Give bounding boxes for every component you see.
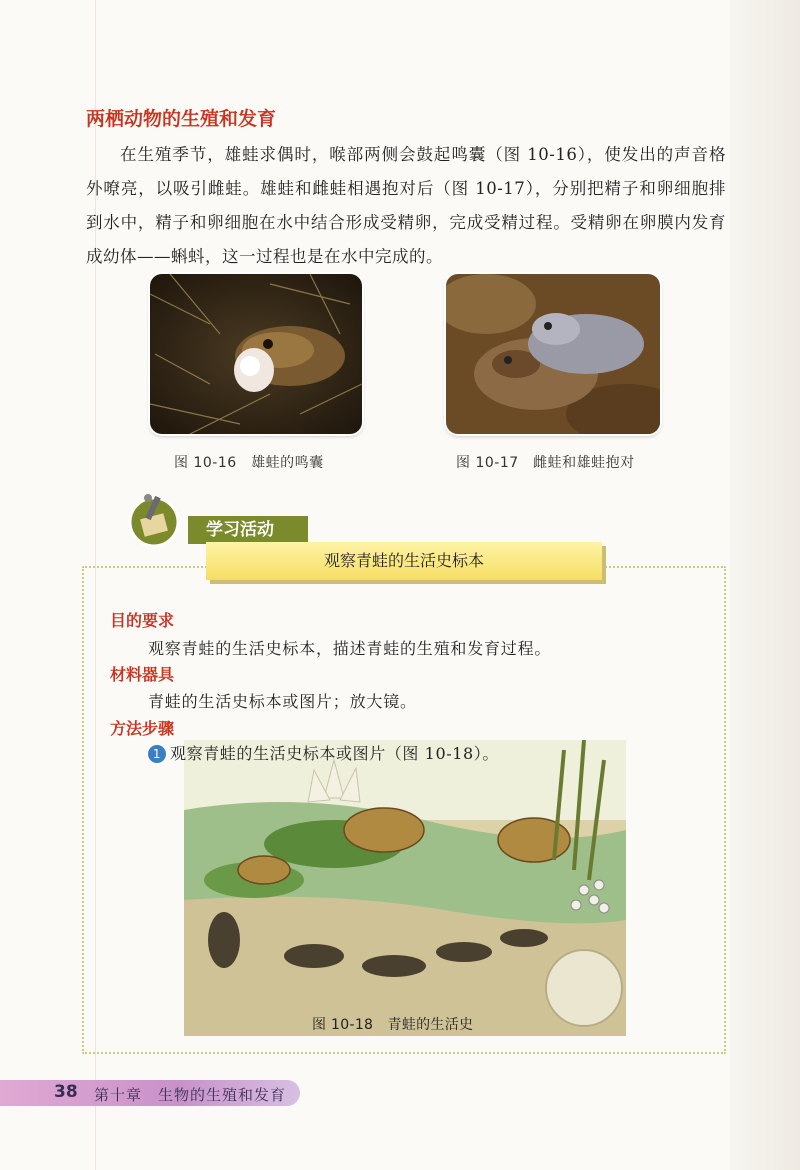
activity-title: 观察青蛙的生活史标本 [206,542,602,580]
microscope-icon [126,492,182,548]
step-text: 观察青蛙的生活史标本或图片（图 10-18）。 [170,744,500,763]
body-paragraph: 在生殖季节，雄蛙求偶时，喉部两侧会鼓起鸣囊（图 10-16），使发出的声音格外嘹亮，以吸引雌蛙。雄蛙和雌蛙相遇抱对后（图 10-17），分别把精子和卵细胞排到水中，精子和卵细胞在水中结合形成受精卵，完成受精过程。受精卵在卵膜内发育成幼体——蝌蚪，这一过程也是在水中完成的。 [86,145,726,266]
materials-text: 青蛙的生活史标本或图片；放大镜。 [148,692,417,711]
step-number-badge: 1 [148,745,166,763]
section-title: 两栖动物的生殖和发育 [86,108,277,130]
heading-materials: 材料器具 [110,665,175,684]
chapter-title: 第十章 生物的生殖和发育 [94,1086,287,1104]
page-edge [730,0,800,1170]
heading-purpose: 目的要求 [110,611,175,630]
figure-caption: 图 10-16 雄蛙的鸣囊 [174,455,324,471]
mating-frogs-photo [446,274,660,434]
page-number: 38 [54,1082,78,1102]
frog-life-cycle-illustration [184,740,626,1036]
activity-tag: 学习活动 [188,516,308,544]
purpose-text: 观察青蛙的生活史标本，描述青蛙的生殖和发育过程。 [148,639,552,658]
calling-frog-photo [150,274,362,434]
figure-caption: 图 10-17 雌蛙和雄蛙抱对 [456,455,635,471]
illustration-caption: 图 10-18 青蛙的生活史 [312,1017,474,1033]
step-1 [148,741,499,764]
heading-steps: 方法步骤 [110,719,175,738]
